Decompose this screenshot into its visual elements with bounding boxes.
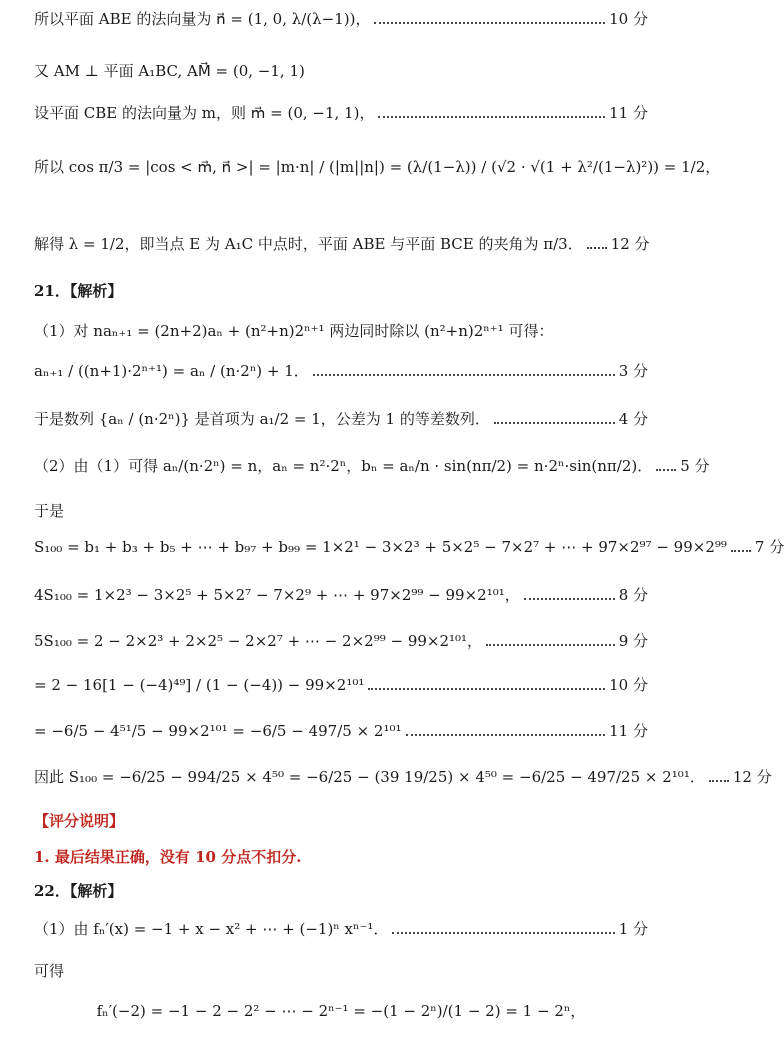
solution-line	[34, 282, 648, 300]
score-marker: 10 分	[609, 10, 648, 28]
score-marker: 1 分	[618, 920, 648, 938]
solution-line	[34, 632, 648, 650]
solution-line	[34, 10, 648, 28]
line-text: 所以 cos π/3 = |cos < m⃗, n⃗ >| = |m·n| / (|m||n|) = (λ/(1−λ)) / (√2 · √(1 + λ²/(1−λ)²)) = 1/2，	[34, 158, 721, 176]
line-text: 可得	[34, 962, 65, 980]
solution-line	[34, 538, 784, 556]
solution-line	[34, 104, 648, 122]
score-marker: 11 分	[609, 722, 648, 740]
scoring-note: 【评分说明】	[34, 812, 125, 830]
score-marker: 12 分	[610, 235, 650, 253]
score-marker: 12 分	[732, 768, 772, 786]
solution-line	[34, 322, 648, 340]
solution-line	[34, 962, 648, 980]
line-text: 5S₁₀₀ = 2 − 2×2³ + 2×2⁵ − 2×2⁷ + ⋯ − 2×2⁹⁹ − 99×2¹⁰¹，	[34, 632, 483, 650]
score-marker: 4 分	[618, 410, 648, 428]
line-text: S₁₀₀ = b₁ + b₃ + b₅ + ⋯ + b₉₇ + b₉₉ = 1×2¹ − 3×2³ + 5×2⁵ − 7×2⁷ + ⋯ + 97×2⁹⁷ − 99×2⁹⁹	[34, 538, 727, 556]
solution-line	[34, 502, 648, 520]
solution-line	[34, 812, 648, 830]
line-text: （1）对 naₙ₊₁ = (2n+2)aₙ + (n²+n)2ⁿ⁺¹ 两边同时除以 (n²+n)2ⁿ⁺¹ 可得：	[34, 322, 554, 340]
solution-line	[34, 235, 648, 253]
line-text: 于是数列 {aₙ / (n·2ⁿ)} 是首项为 a₁/2 = 1，公差为 1 的等差数列．	[34, 410, 490, 428]
line-text: （1）由 fₙ′(x) = −1 + x − x² + ⋯ + (−1)ⁿ xⁿ⁻¹．	[34, 920, 389, 938]
solution-line	[34, 457, 710, 475]
solution-line	[34, 62, 648, 80]
section-heading: 22．【解析】	[34, 882, 123, 900]
score-marker: 7 分	[754, 538, 784, 556]
line-text: 于是	[34, 502, 65, 520]
score-marker: 8 分	[618, 586, 648, 604]
dot-leader	[368, 688, 605, 690]
dot-leader	[731, 550, 751, 552]
dot-leader	[374, 22, 605, 24]
line-text: = −6/5 − 4⁵¹/5 − 99×2¹⁰¹ = −6/5 − 497/5 × 2¹⁰¹	[34, 722, 402, 740]
line-text: 又 AM ⊥ 平面 A₁BC, AM⃗ = (0, −1, 1)	[34, 62, 305, 80]
line-text: （2）由（1）可得 aₙ/(n·2ⁿ) = n，aₙ = n²·2ⁿ，bₙ = aₙ/n · sin(nπ/2) = n·2ⁿ·sin(nπ/2)．	[34, 457, 653, 475]
score-marker: 9 分	[618, 632, 648, 650]
score-marker: 11 分	[609, 104, 648, 122]
line-text: 设平面 CBE 的法向量为 m，则 m⃗ = (0, −1, 1)，	[34, 104, 375, 122]
solution-line	[34, 676, 648, 694]
dot-leader	[313, 374, 615, 376]
score-marker: 10 分	[609, 676, 648, 694]
dot-leader	[406, 734, 606, 736]
dot-leader	[709, 780, 729, 782]
section-heading: 21．【解析】	[34, 282, 123, 300]
dot-leader	[392, 932, 614, 934]
line-text: 因此 S₁₀₀ = −6/25 − 994/25 × 4⁵⁰ = −6/25 − (39 19/25) × 4⁵⁰ = −6/25 − 497/25 × 2¹⁰¹．	[34, 768, 705, 786]
line-text: fₙ′(−2) = −1 − 2 − 2² − ⋯ − 2ⁿ⁻¹ = −(1 − 2ⁿ)/(1 − 2) = 1 − 2ⁿ，	[96, 1002, 586, 1020]
solution-line	[34, 920, 648, 938]
line-text: 所以平面 ABE 的法向量为 n⃗ = (1, 0, λ/(λ−1))，	[34, 10, 371, 28]
solution-line	[34, 586, 648, 604]
score-marker: 3 分	[618, 362, 648, 380]
line-text: aₙ₊₁ / ((n+1)·2ⁿ⁺¹) = aₙ / (n·2ⁿ) + 1．	[34, 362, 309, 380]
score-marker: 5 分	[680, 457, 710, 475]
line-text: 解得 λ = 1/2，即当点 E 为 A₁C 中点时，平面 ABE 与平面 BCE 的夹角为 π/3．	[34, 235, 583, 253]
solution-line	[34, 362, 648, 380]
dot-leader	[378, 116, 605, 118]
scoring-note: 1. 最后结果正确，没有 10 分点不扣分.	[34, 848, 302, 866]
solution-line	[34, 410, 648, 428]
solution-line	[34, 882, 648, 900]
dot-leader	[494, 422, 615, 424]
dot-leader	[656, 469, 676, 471]
dot-leader	[486, 644, 615, 646]
dot-leader	[524, 598, 615, 600]
solution-line	[34, 1002, 648, 1020]
line-text: 4S₁₀₀ = 1×2³ − 3×2⁵ + 5×2⁷ − 7×2⁹ + ⋯ + 97×2⁹⁹ − 99×2¹⁰¹，	[34, 586, 520, 604]
dot-leader	[587, 247, 607, 249]
solution-line	[34, 158, 721, 176]
solution-line	[34, 722, 648, 740]
line-text: = 2 − 16[1 − (−4)⁴⁹] / (1 − (−4)) − 99×2¹⁰¹	[34, 676, 365, 694]
solution-line	[34, 768, 772, 786]
solution-line	[34, 848, 648, 866]
